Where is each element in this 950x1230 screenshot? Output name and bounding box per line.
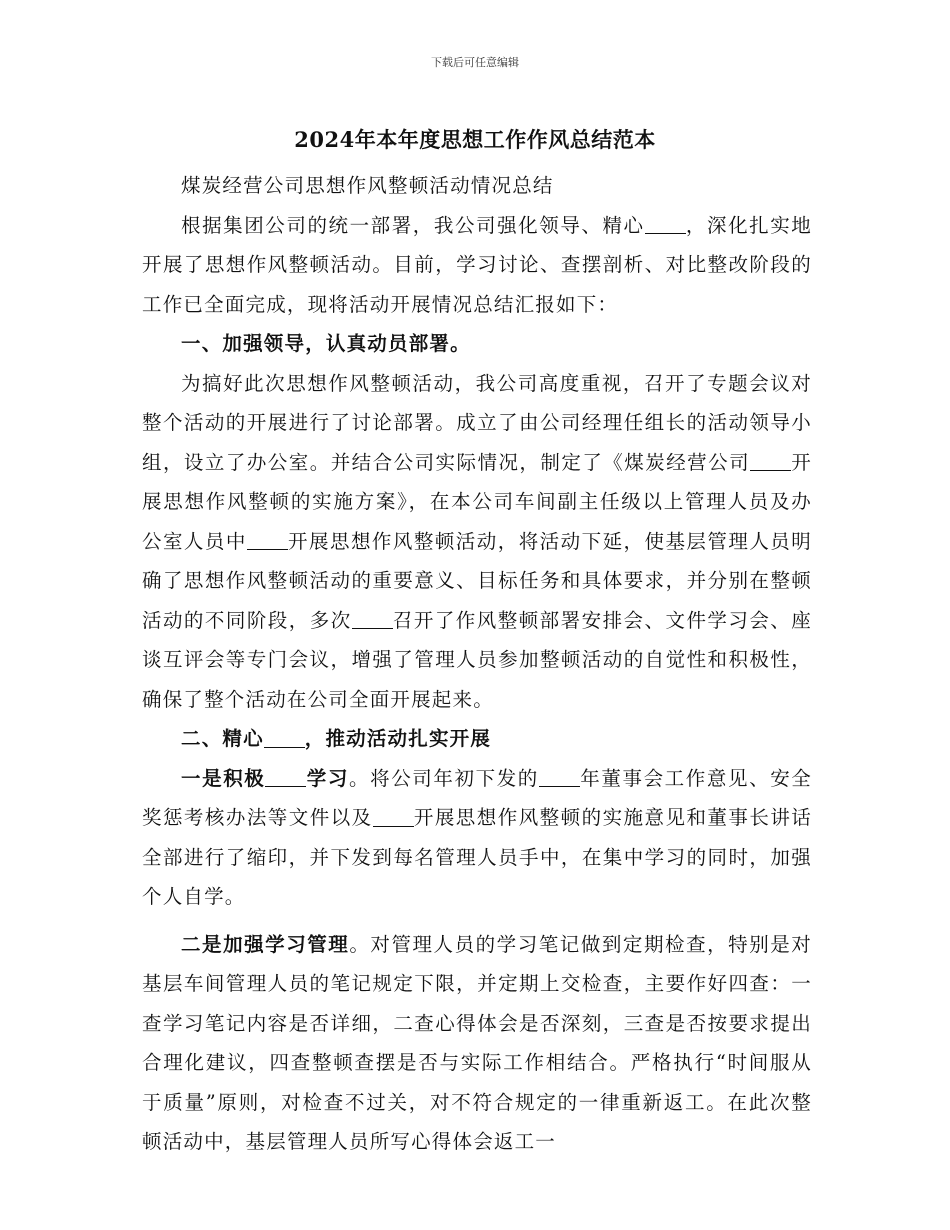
paragraph-management xyxy=(142,925,812,1162)
fill-blank xyxy=(265,767,306,788)
paragraph-study-lead-2: 学习 xyxy=(306,766,349,790)
paragraph-intro-part-2: ，深化扎实地开展了思想作风整顿活动。目前，学习讨论、查摆剖析、对比整改阶段的工作已全面完成，现将活动开展情况总结汇报如下： xyxy=(142,213,813,316)
fill-blank xyxy=(373,806,414,827)
subtitle: 煤炭经营公司思想作风整顿活动情况总结 xyxy=(181,174,554,197)
section-heading-2-part-1: 二、精心 xyxy=(181,727,264,750)
fill-blank xyxy=(247,530,288,551)
fill-blank xyxy=(539,767,580,788)
paragraph-study-lead-1: 一是积极 xyxy=(181,766,266,790)
fill-blank xyxy=(352,609,393,630)
paragraph-study xyxy=(142,759,812,917)
paragraph-intro-part-1: 根据集团公司的统一部署，我公司强化领导、精心 xyxy=(181,213,645,237)
section-heading-1: 一、加强领导，认真动员部署。 xyxy=(181,332,471,355)
paragraph-study-part-3: 开展思想作风整顿的实施意见和董事长讲话全部进行了缩印，并下发到每名管理人员手中，在集中学习的同时，加强个人自学。 xyxy=(142,806,812,908)
paragraph-management-lead: 二是加强学习管理 xyxy=(181,932,350,956)
paragraph-management-text: 。对管理人员的学习笔记做到定期检查，特别是对基层车间管理人员的笔记规定下限，并定期上交检查，主要作好四查：一查学习笔记内容是否详细，二查心得体会是否深刻，三查是否按要求提出合理化建议，四查整顿查摆是否与实际工作相结合。严格执行“时间服从于质量”原则，对检查不过关，对不符合规定的一律重新返工。在此次整顿活动中，基层管理人员所写心得体会返工一 xyxy=(142,932,812,1153)
paragraph-intro xyxy=(142,206,812,325)
header-note: 下载后可任意编辑 xyxy=(431,56,519,69)
document-title: 2024年本年度思想工作作风总结范本 xyxy=(294,127,656,152)
paragraph-leadership xyxy=(142,364,812,720)
document-body xyxy=(142,166,812,1162)
fill-blank xyxy=(750,451,791,472)
fill-blank xyxy=(264,727,305,748)
paragraph-leadership-part-2: 开展思想作风整顿的实施方案》，在本公司车间副主任级以上管理人员及办公室人员中 xyxy=(142,450,812,553)
paragraph-study-part-2: 年董事会工作意见、安全奖惩考核办法等文件以及 xyxy=(142,766,812,829)
paragraph-study-part-1: 。将公司年初下发的 xyxy=(348,766,539,790)
section-heading-2 xyxy=(142,719,812,759)
paragraph-leadership-part-3: 开展思想作风整顿活动，将活动下延，使基层管理人员明确了思想作风整顿活动的重要意义、目标任务和具体要求，并分别在整顿活动的不同阶段，多次 xyxy=(142,529,812,632)
paragraph-leadership-part-4: 召开了作风整顿部署安排会、文件学习会、座谈互评会等专门会议，增强了管理人员参加整顿活动的自觉性和积极性，确保了整个活动在公司全面开展起来。 xyxy=(142,608,812,711)
section-heading-2-part-2: ，推动活动扎实开展 xyxy=(304,727,492,750)
fill-blank xyxy=(645,214,686,235)
paragraph-leadership-part-1: 为搞好此次思想作风整顿活动，我公司高度重视，召开了专题会议对整个活动的开展进行了讨论部署。成立了由公司经理任组长的活动领导小组，设立了办公室。并结合公司实际情况，制定了《煤炭经营公司 xyxy=(142,371,812,474)
